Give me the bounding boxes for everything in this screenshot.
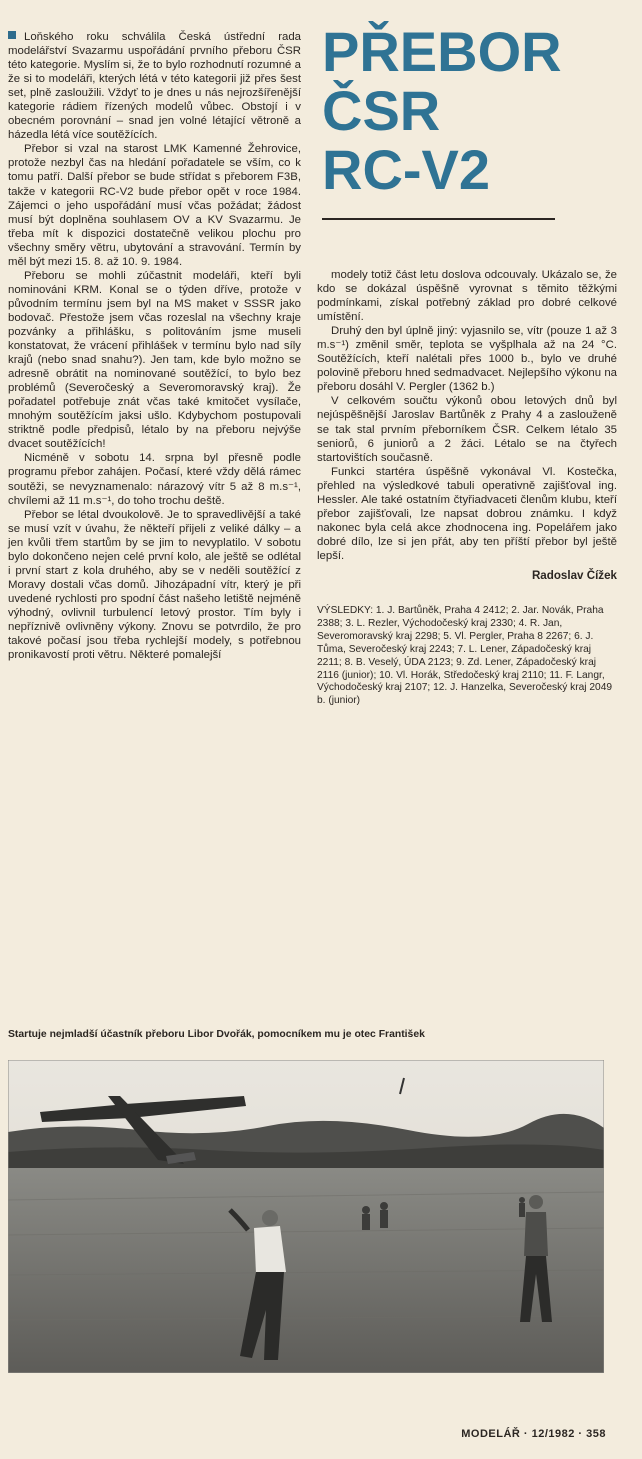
author-signature: Radoslav Čížek	[531, 568, 617, 582]
photo-image	[8, 1060, 604, 1373]
paragraph: Nicméně v sobotu 14. srpna byl přesně podle programu přebor zahájen. Počasí, které vždy dělá rámec soutěži, se nevyznamenalo: nárazový vítr 5 až 8 m.s⁻¹, chvílemi až 11 m.s⁻¹, do toho trochu deště.	[8, 452, 301, 507]
title-line: PŘEBOR	[322, 20, 562, 83]
article-title	[322, 22, 622, 199]
paragraph: Přeboru se mohli zúčastnit modeláři, kteří byli nominováni KRM. Konal se o týden dříve, protože v původním termínu jsem byl na MS maket v SSSR jako bodovač. Přestože jsem včas rozeslal na všechny kraje pozvánky a přihlášku, s politováním jsme museli konstatovat, že vrácení přihlášek v termínu bylo nad síly krajů (nebo snad snahu?). Jen tam, kde bylo možno se adresně obrátit na nominované soutěžící, to bylo bez problémů (Severočeský a Severomoravský kraj). Že pořadatel potřebuje znát včas také kmitočet vysílače, mnohým soutěžícím jaksi ušlo. Kdybychom postupovali striktně podle předpisů, létalo by na přeboru nejvýše dvacet soutěžících!	[8, 269, 301, 451]
paragraph: Funkci startéra úspěšně vykonával Vl. Kostečka, přehled na výsledkové tabuli operativně zajišťoval ing. Hessler. Ale také ostatním čtyřiadvaceti členům klubu, kteří přebor zajišťovali, lze napsat dobrou známku. I když nakonec byla celá akce zhodnocena ing. Popelářem jako dobré dílo, lze si jen přát, aby ten příští přebor byl ještě lepší.	[317, 465, 617, 562]
results-box	[317, 605, 617, 708]
paragraph: Přebor si vzal na starost LMK Kamenné Žehrovice, protože nezbyl čas na hledání pořadatele se vším, co k tomu patří. Další přebor se bude střídat s přeborem F3B, takže v kategorii RC-V2 bude přebor opět v roce 1984. Zájemci o jeho uspořádání musí včas požádat; žádost musí být doplněna souhlasem OV a KV Svazarmu. Je třeba mít k dispozici dostatečně velikou plochu pro všechny směry větru, ubytování a stravování. Termín by měl být mezi 15. 8. až 10. 9. 1984.	[8, 143, 301, 268]
bullet-square-icon	[8, 31, 16, 39]
paragraph: V celkovém součtu výkonů obou letových dnů byl nejúspěšnější Jaroslav Bartůněk z Prahy 4 a zaslouženě se tak stal prvním přeborníkem ČSR. Celkem létalo 35 seniorů, 6 juniorů a 2 žáci. Létalo se na čtyřech startovištích současně.	[317, 395, 617, 464]
title-divider	[322, 218, 555, 220]
title-line: RC-V2	[322, 138, 491, 201]
paragraph: modely totiž část letu doslova odcouvaly. Ukázalo se, že kdo se dokázal úspěšně vyrovnat s těmito těžkými podmínkami, získal potřebný základ pro dobré celkové umístění.	[317, 269, 617, 324]
title-line: ČSR	[322, 79, 441, 142]
results-text: VÝSLEDKY: 1. J. Bartůněk, Praha 4 2412; 2. Jar. Novák, Praha 2388; 3. L. Rezler, Východočeský kraj 2330; 4. R. Jan, Severomoravský kraj 2298; 5. Vl. Pergler, Praha 8 2267; 6. J. Tůma, Severočeský kraj 2243; 7. L. Lener, Západočeský kraj 2211; 8. B. Veselý, ÚDA 2123; 9. Zd. Lener, Západočeský kraj 2116 (junior); 10. Vl. Horák, Středočeský kraj 2110; 11. F. Langr, Východočeský kraj 2107; 12. J. Hanzelka, Severočeský kraj 2049 b. (junior)	[317, 605, 613, 707]
right-column	[317, 268, 617, 708]
paragraph: Loňského roku schválila Česká ústřední rada modelářství Svazarmu uspořádání prvního přeboru ČSR této kategorie. Myslím si, že to bylo rozhodnutí rozumné a že si to modeláři, kterých létá v této kategorii již přes šest set, plně zasloužili. Vždyť to je dnes u nás nejrozšířenější kategorie rádiem řízených modelů vůbec. Obstojí i v obecném porovnání – snad jen volné létající větroně a házedla létá více soutěžících.	[8, 31, 301, 142]
paragraph: Přebor se létal dvoukolově. Je to spravedlivější a také se musí vzít v úvahu, že někteří přijeli z veliké dálky – a jen kvůli třem startům by se jim to nevyplatilo. V sobotu bylo dokončeno nejen celé první kolo, ale ještě se odlétal i první start z kola druhého, aby se v neděli soutěžící z Moravy dostali včas domů. Jihozápadní vítr, který je při uvedené rychlosti pro spodní část našeho letiště nejméně výhodný, ovlivnil turbulencí letový prostor. Tím byly i nepříznivě ovlivněny výkony. Znovu se potvrdilo, že pro takové počasí jsou třeba rychlejší modely, s potřebnou pronikavostí proti větru. Některé pomalejší	[8, 508, 301, 662]
left-column	[8, 30, 301, 662]
paragraph: Druhý den byl úplně jiný: vyjasnilo se, vítr (pouze 1 až 3 m.s⁻¹) změnil směr, teplota se vyšplhala až na 24 °C. Soutěžících, kteří nalétali přes 1000 b., bylo ve druhé polovině přeboru hned sedmadvacet. Nejlepšího výkonu na přeboru dosáhl V. Pergler (1362 b.)	[317, 325, 617, 394]
photo-caption: Startuje nejmladší účastník přeboru Libor Dvořák, pomocníkem mu je otec František	[8, 1029, 425, 1040]
photo-glider-launch	[8, 1060, 604, 1373]
page-footer: MODELÁŘ · 12/1982 · 358	[461, 1428, 606, 1440]
